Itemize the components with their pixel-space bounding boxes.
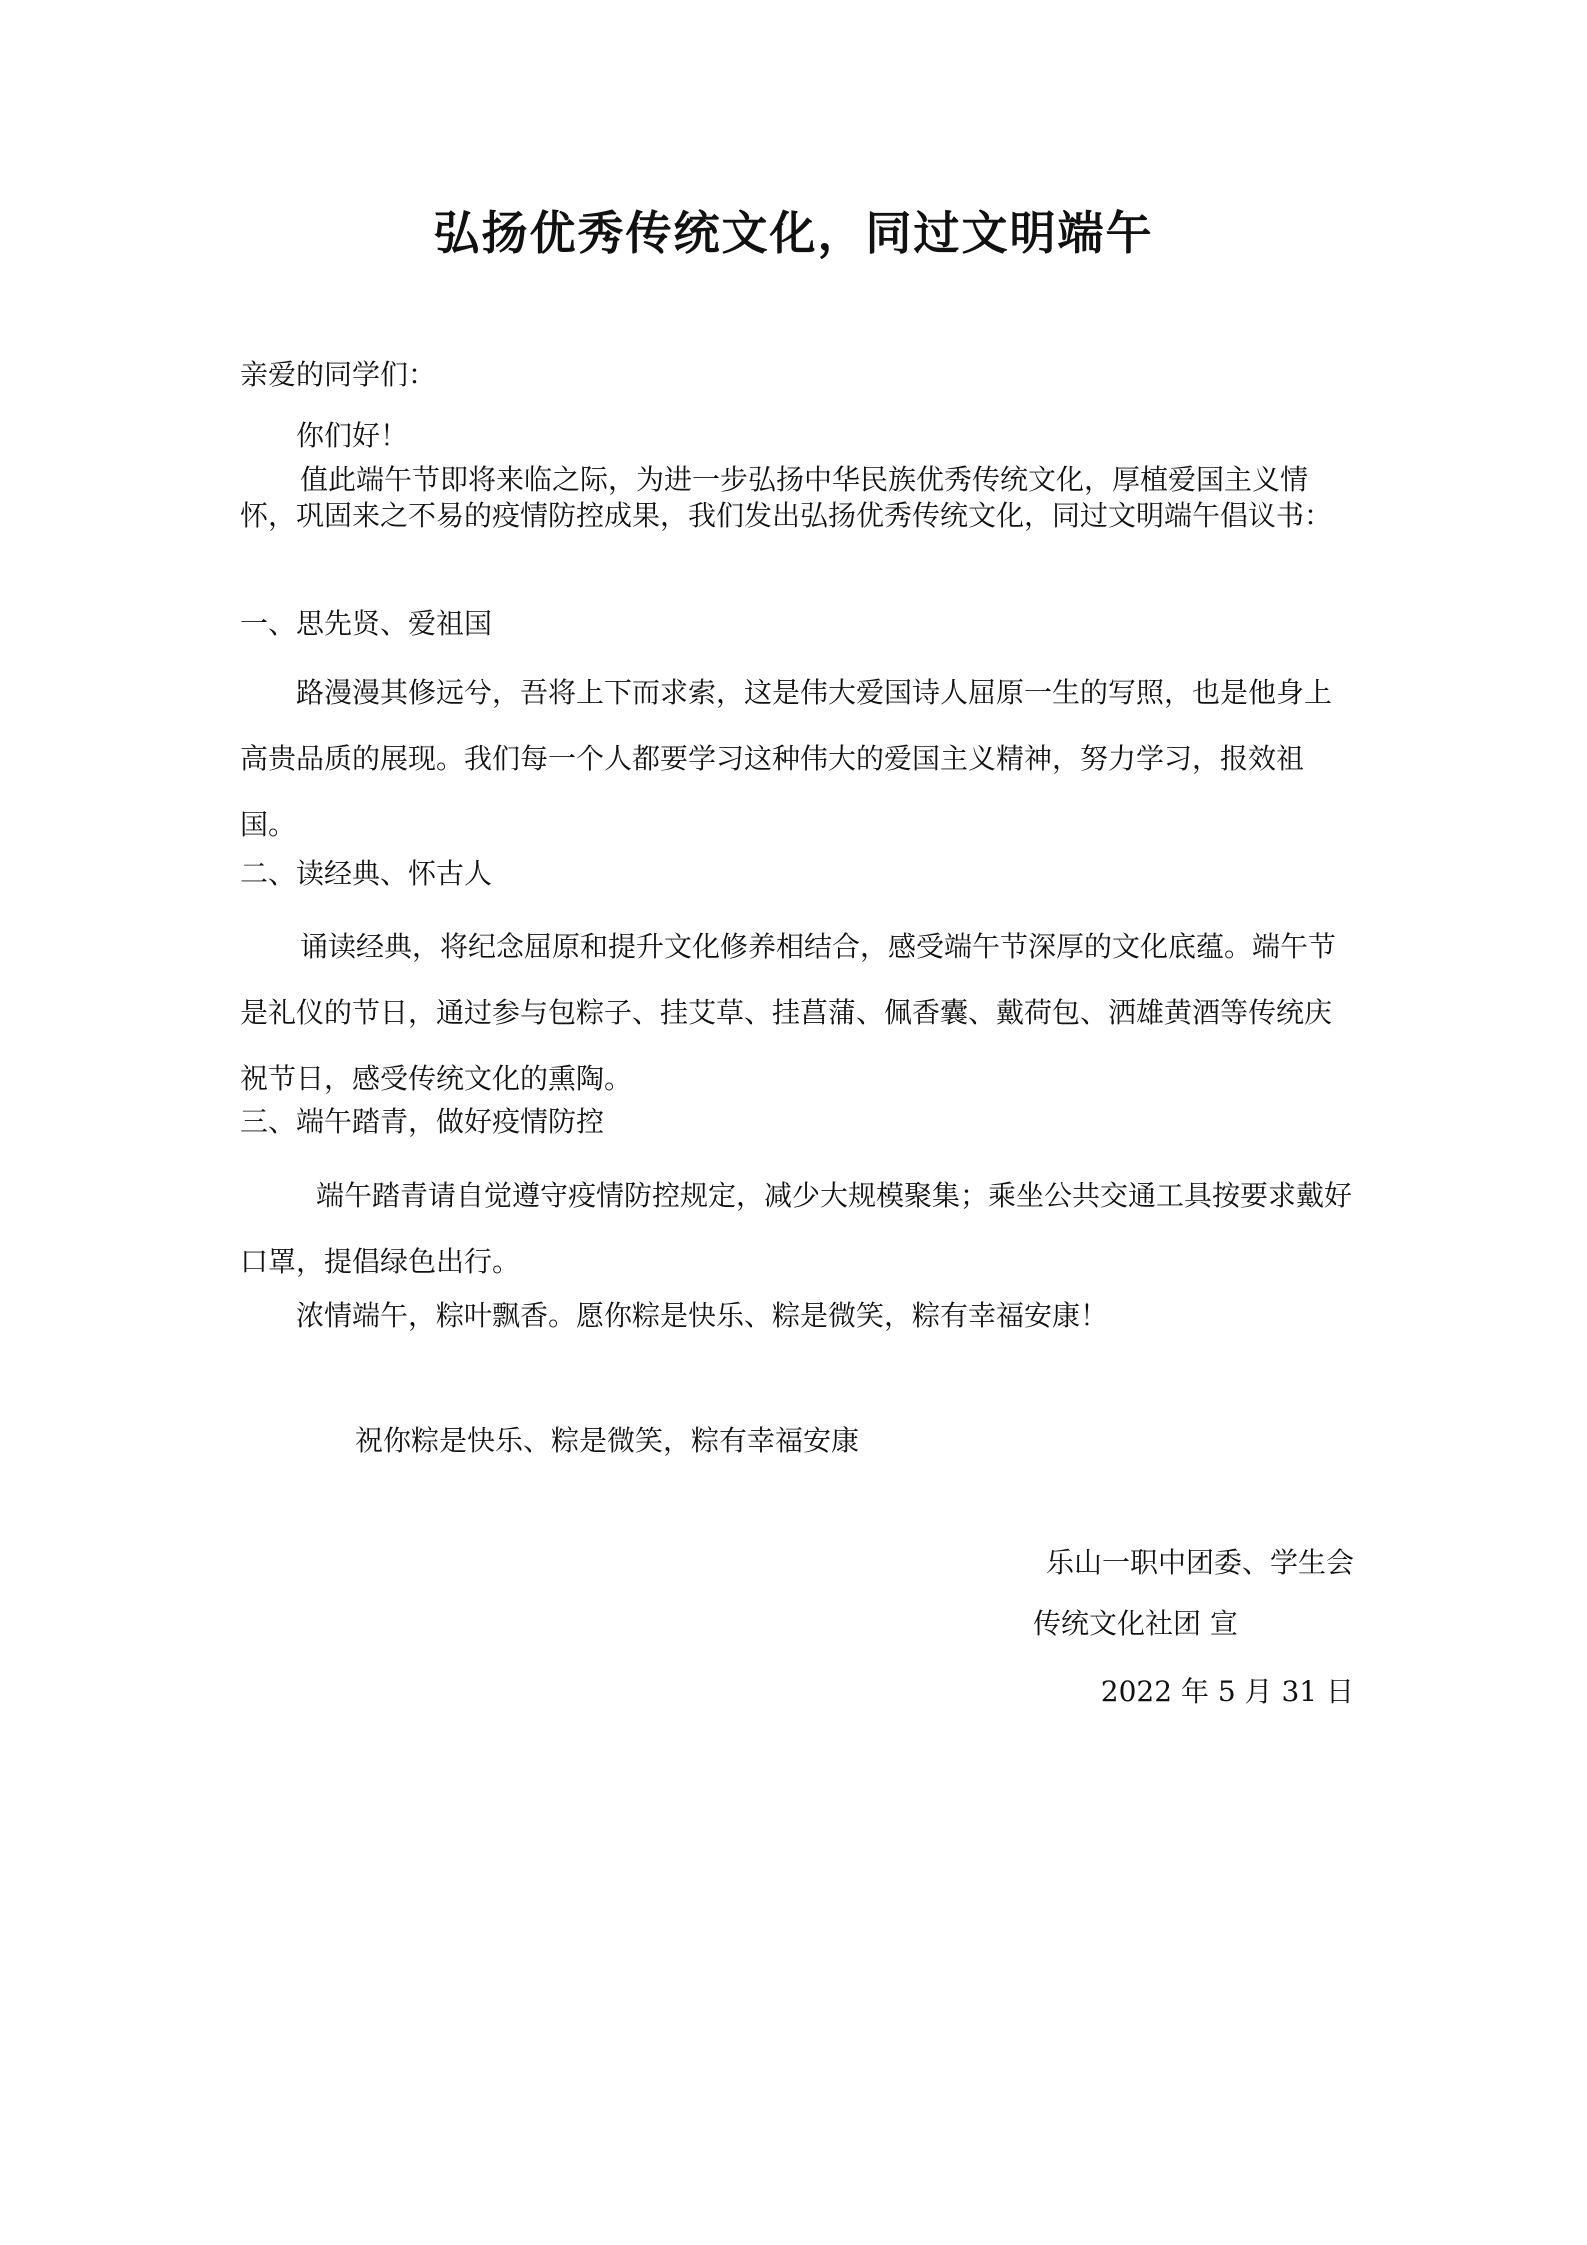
- section-3-text: 端午踏青请自觉遵守疫情防控规定，减少大规模聚集；乘坐公共交通工具按要求戴好口罩，提倡绿色出行。: [240, 1179, 1353, 1278]
- signature-date: 2022 年 5 月 31 日: [1100, 1675, 1354, 1708]
- signature-org-2: 传统文化社团 宣: [1033, 1607, 1238, 1640]
- section-3-heading: 三、端午踏青，做好疫情防控: [240, 1105, 605, 1138]
- section-1-text: 路漫漫其修远兮，吾将上下而求索，这是伟大爱国诗人屈原一生的写照，也是他身上高贵品质的展现。我们每一个人都要学习这种伟大的爱国主义精神，努力学习，报效祖国。: [240, 676, 1333, 841]
- section-2-heading: 二、读经典、怀古人: [240, 857, 493, 890]
- wish-line: 祝你粽是快乐、粽是微笑，粽有幸福安康: [355, 1424, 860, 1457]
- closing-line: 浓情端午，粽叶飘香。愿你粽是快乐、粽是微笑，粽有幸福安康！: [296, 1299, 1109, 1332]
- section-2-text: 诵读经典，将纪念屈原和提升文化修养相结合，感受端午节深厚的文化底蕴。端午节是礼仪的节日，通过参与包粽子、挂艾草、挂菖蒲、佩香囊、戴荷包、洒雄黄酒等传统庆祝节日，感受传统文化的熏陶。: [240, 930, 1337, 1095]
- salutation: 亲爱的同学们：: [240, 358, 437, 391]
- section-1-heading: 一、思先贤、爱祖国: [240, 607, 493, 640]
- greeting: 你们好！: [296, 419, 409, 452]
- intro-paragraph: 值此端午节即将来临之际，为进一步弘扬中华民族优秀传统文化，厚植爱国主义情怀，巩固来之不易的疫情防控成果，我们发出弘扬优秀传统文化，同过文明端午倡议书：: [240, 463, 1333, 532]
- document-title: 弘扬优秀传统文化，同过文明端午: [433, 206, 1154, 260]
- signature-org-1: 乐山一职中团委、学生会: [1045, 1546, 1354, 1579]
